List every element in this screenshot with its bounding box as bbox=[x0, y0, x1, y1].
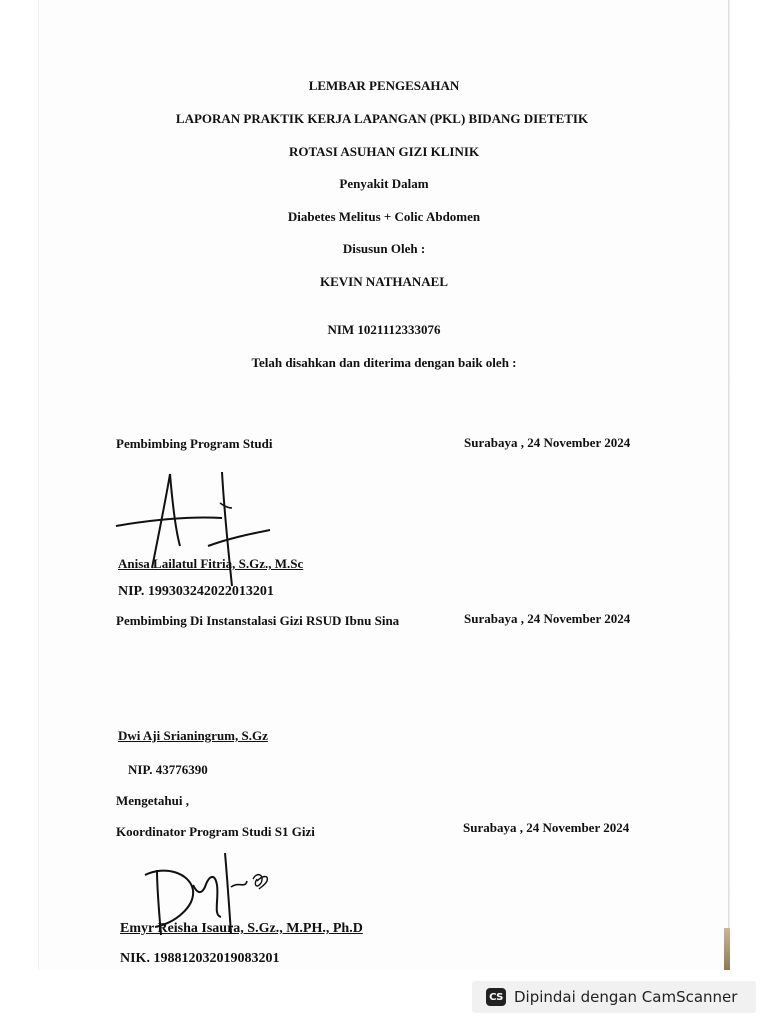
signer-1-name: Anisa Lailatul Fitria, S.Gz., M.Sc bbox=[118, 556, 304, 571]
rotation-title: ROTASI ASUHAN GIZI KLINIK bbox=[288, 144, 480, 159]
compiled-by-label: Disusun Oleh : bbox=[342, 241, 426, 256]
approval-statement: Telah disahkan dan diterima dengan baik oleh : bbox=[251, 355, 517, 370]
signer-2-name: Dwi Aji Srianingrum, S.Gz bbox=[118, 728, 268, 743]
signer-3-role: Koordinator Program Studi S1 Gizi bbox=[116, 824, 315, 839]
signer-1-role: Pembimbing Program Studi bbox=[116, 436, 273, 451]
author-name: KEVIN NATHANAEL bbox=[320, 274, 448, 289]
signer-3-id: NIK. 198812032019083201 bbox=[120, 951, 280, 966]
camscanner-text: Dipindai dengan CamScanner bbox=[514, 988, 738, 1006]
signer-1-id: NIP. 199303242022013201 bbox=[118, 584, 274, 599]
camscanner-logo-icon: CS bbox=[486, 988, 506, 1006]
report-title: LAPORAN PRAKTIK KERJA LAPANGAN (PKL) BIDANG DIETETIK bbox=[175, 111, 589, 126]
signer-3-name: Emyr Reisha Isaura, S.Gz., M.PH., Ph.D bbox=[120, 921, 363, 936]
camscanner-watermark bbox=[472, 981, 756, 1013]
author-nim: NIM 1021112333076 bbox=[327, 322, 441, 337]
signer-3-place-date: Surabaya , 24 November 2024 bbox=[463, 820, 630, 835]
signer-2-id: NIP. 43776390 bbox=[128, 762, 208, 777]
department: Penyakit Dalam bbox=[339, 176, 429, 191]
signer-1-place-date: Surabaya , 24 November 2024 bbox=[464, 435, 631, 450]
signer-2-place-date: Surabaya , 24 November 2024 bbox=[464, 611, 631, 626]
signer-2-role: Pembimbing Di Instanstalasi Gizi RSUD Ibnu Sina bbox=[116, 613, 400, 628]
binding-mark bbox=[724, 928, 730, 970]
document-title: LEMBAR PENGESAHAN bbox=[308, 78, 460, 93]
acknowledge-label: Mengetahui , bbox=[116, 793, 189, 808]
case-title: Diabetes Melitus + Colic Abdomen bbox=[287, 209, 481, 224]
